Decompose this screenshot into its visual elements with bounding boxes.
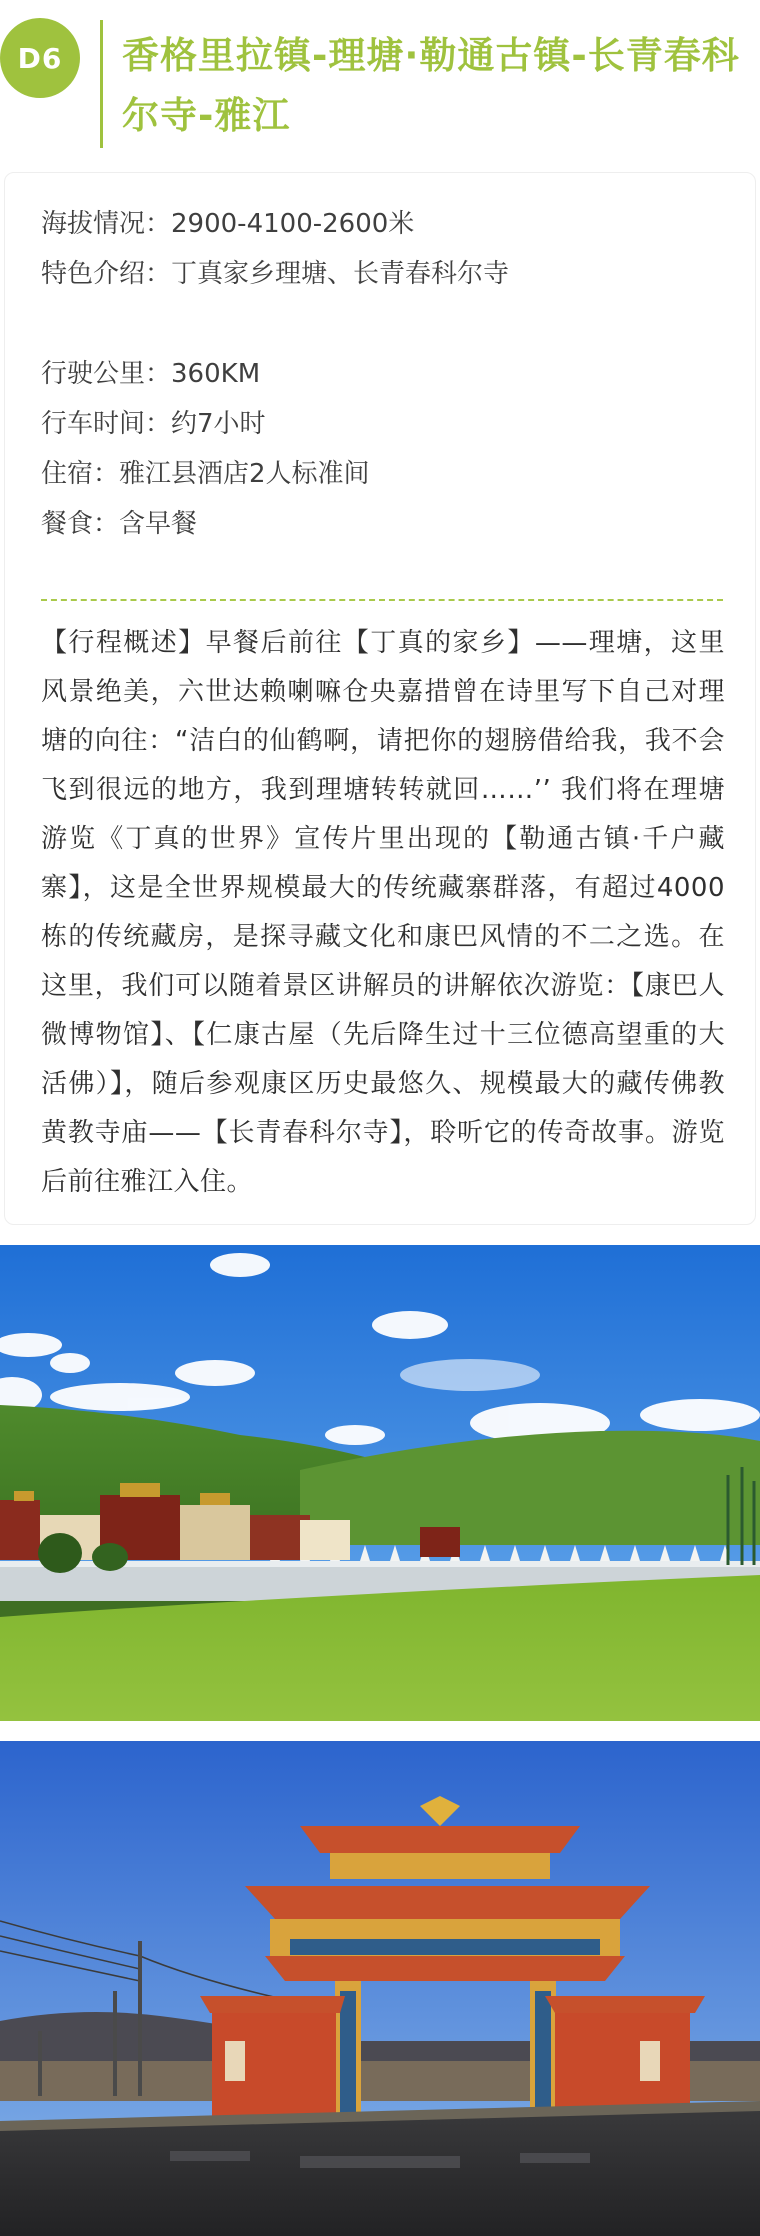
feature-value: 丁真家乡理塘、长青春科尔寺: [171, 259, 510, 289]
day-title: 香格里拉镇-理塘·勒通古镇-长青春科尔寺-雅江: [122, 34, 740, 137]
info-list: [41, 199, 721, 549]
day-header: [0, 0, 760, 160]
meal-label: 餐食：: [41, 509, 120, 539]
altitude-value: 2900-4100-2600米: [171, 209, 415, 239]
meal-row: [41, 499, 721, 549]
village-grassland-image: [0, 1245, 760, 1721]
meal-value: 含早餐: [119, 509, 198, 539]
distance-row: [41, 349, 721, 399]
drive-time-row: [41, 399, 721, 449]
feature-label: 特色介绍：: [41, 259, 172, 289]
drive-time-value: 约7小时: [171, 409, 266, 439]
distance-value: 360KM: [171, 359, 261, 389]
distance-label: 行驶公里：: [41, 359, 172, 389]
dashed-divider: [41, 599, 723, 601]
drive-time-label: 行车时间：: [41, 409, 172, 439]
hotel-label: 住宿：: [41, 459, 120, 489]
archway-gate-image: [0, 1741, 760, 2236]
itinerary-card: [4, 172, 756, 1225]
header-divider: [100, 20, 103, 148]
feature-row: [41, 249, 721, 299]
hotel-row: [41, 449, 721, 499]
altitude-row: [41, 199, 721, 249]
village-grassland-photo: [0, 1245, 760, 1721]
day-badge: D6: [0, 18, 80, 98]
overview-paragraph: 【行程概述】早餐后前往【丁真的家乡】——理塘，这里风景绝美，六世达赖喇嘛仓央嘉措曾在诗里写下自己对理塘的向往：“洁白的仙鹤啊，请把你的翅膀借给我，我不会飞到很远的地方，我到理塘转转就回……’’ 我们将在理塘游览《丁真的世界》宣传片里出现的【勒通古镇·千户藏寨】，这是全世界规模最大的传统藏寨群落，有超过4000栋的传统藏房，是探寻藏文化和康巴风情的不二之选。在这里，我们可以随着景区讲解员的讲解依次游览：【康巴人微博物馆】、【仁康古屋（先后降生过十三位德高望重的大活佛）】，随后参观康区历史最悠久、规模最大的藏传佛教黄教寺庙——【长青春科尔寺】，聆听它的传奇故事。游览后前往雅江入住。: [41, 628, 725, 1197]
altitude-label: 海拔情况：: [41, 209, 172, 239]
hotel-value: 雅江县酒店2人标准间: [119, 459, 370, 489]
archway-gate-photo: [0, 1741, 760, 2236]
